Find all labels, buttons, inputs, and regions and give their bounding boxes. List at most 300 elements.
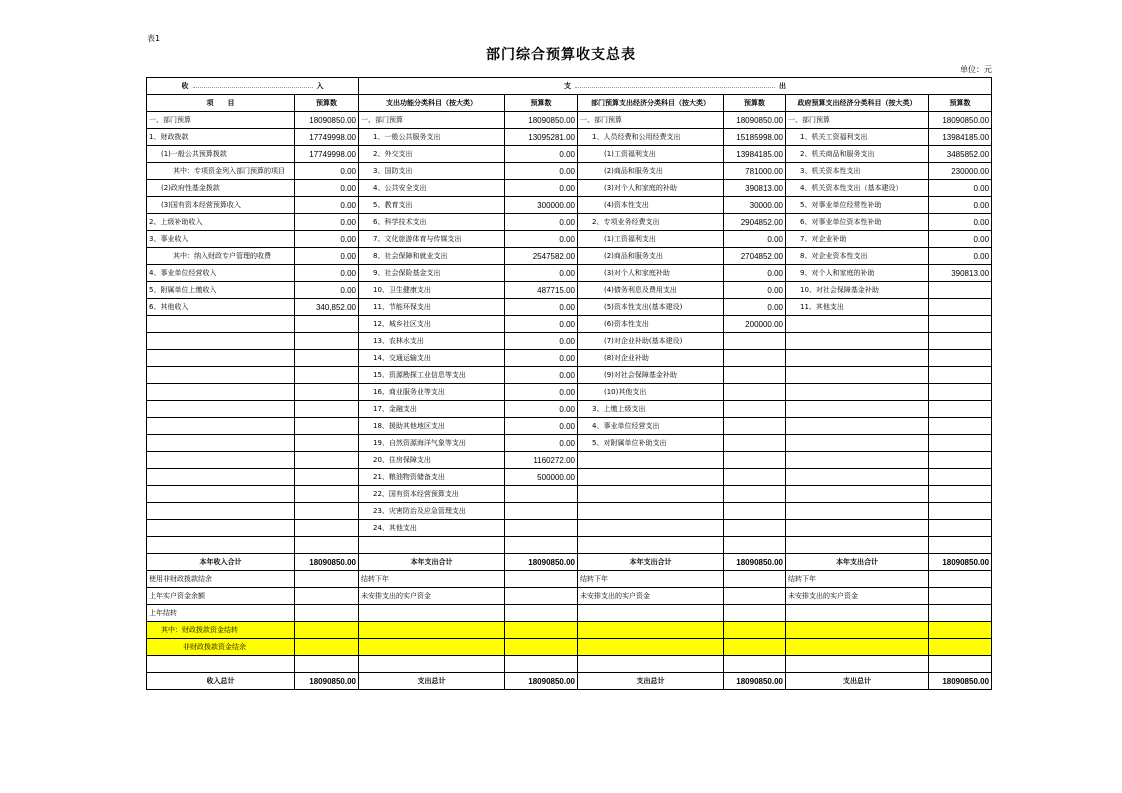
budget-amount-cell [929, 571, 992, 588]
budget-amount-cell: 0.00 [724, 282, 786, 299]
budget-amount-cell [724, 537, 786, 554]
item-name-cell: 一、部门预算 [786, 112, 929, 129]
item-name-cell: 18、援助其他地区支出 [359, 418, 505, 435]
item-name-cell [786, 384, 929, 401]
budget-amount-cell [295, 605, 359, 622]
table-row [147, 486, 992, 503]
item-name-cell [147, 537, 295, 554]
item-name-cell [359, 656, 505, 673]
table-row [147, 639, 992, 656]
item-name-cell: 使用非财政拨款结余 [147, 571, 295, 588]
section-header-row [147, 78, 992, 95]
item-name-cell [578, 537, 724, 554]
item-name-cell [578, 622, 724, 639]
item-name-cell: 16、商业服务业等支出 [359, 384, 505, 401]
item-name-cell [578, 605, 724, 622]
item-name-cell: 7、文化旅游体育与传媒支出 [359, 231, 505, 248]
budget-amount-cell: 17749998.00 [295, 146, 359, 163]
budget-amount-cell: 18090850.00 [929, 554, 992, 571]
unit-label: 单位：元 [960, 65, 992, 74]
item-name-cell: 一、部门预算 [147, 112, 295, 129]
budget-amount-cell [724, 384, 786, 401]
item-name-cell: 4、事业单位经营支出 [578, 418, 724, 435]
item-name-cell [147, 350, 295, 367]
budget-amount-cell: 0.00 [505, 418, 578, 435]
budget-summary-table [146, 77, 992, 690]
budget-amount-cell [505, 503, 578, 520]
budget-amount-cell [724, 605, 786, 622]
item-name-cell: 23、灾害防治及应急管理支出 [359, 503, 505, 520]
item-name-cell [786, 622, 929, 639]
item-name-cell: 8、对企业资本性支出 [786, 248, 929, 265]
budget-amount-cell [295, 333, 359, 350]
table-row [147, 622, 992, 639]
budget-amount-cell [929, 588, 992, 605]
item-name-cell: (4)债务利息及费用支出 [578, 282, 724, 299]
item-name-cell: 11、节能环保支出 [359, 299, 505, 316]
item-name-cell [359, 605, 505, 622]
budget-amount-cell: 0.00 [505, 299, 578, 316]
budget-amount-cell [929, 333, 992, 350]
item-name-cell [147, 520, 295, 537]
expense-label: 支 [564, 82, 572, 90]
budget-amount-cell [505, 571, 578, 588]
budget-amount-cell: 390813.00 [929, 265, 992, 282]
budget-amount-cell: 15185998.00 [724, 129, 786, 146]
table-row [147, 197, 992, 214]
budget-amount-cell: 390813.00 [724, 180, 786, 197]
col-budget-header: 预算数 [929, 95, 992, 112]
budget-amount-cell [929, 401, 992, 418]
budget-amount-cell [929, 469, 992, 486]
budget-amount-cell: 2904852.00 [724, 214, 786, 231]
item-name-cell [147, 418, 295, 435]
budget-amount-cell: 2547582.00 [505, 248, 578, 265]
item-name-cell: 结转下年 [359, 571, 505, 588]
table-row [147, 537, 992, 554]
table-row [147, 673, 992, 690]
item-name-cell: 2、机关商品和服务支出 [786, 146, 929, 163]
table-row [147, 656, 992, 673]
budget-amount-cell [295, 571, 359, 588]
item-name-cell: 未安排支出的实户资金 [359, 588, 505, 605]
item-name-cell: 14、交通运输支出 [359, 350, 505, 367]
item-name-cell: 结转下年 [578, 571, 724, 588]
budget-amount-cell: 0.00 [295, 231, 359, 248]
item-name-cell: 4、事业单位经营收入 [147, 265, 295, 282]
item-name-cell: 支出总计 [578, 673, 724, 690]
item-name-cell: 结转下年 [786, 571, 929, 588]
budget-amount-cell: 0.00 [505, 265, 578, 282]
item-name-cell: 2、上级补助收入 [147, 214, 295, 231]
budget-amount-cell: 230000.00 [929, 163, 992, 180]
budget-amount-cell: 2704852.00 [724, 248, 786, 265]
budget-amount-cell: 18090850.00 [929, 673, 992, 690]
budget-amount-cell: 0.00 [505, 367, 578, 384]
item-name-cell [578, 452, 724, 469]
budget-amount-cell: 18090850.00 [505, 554, 578, 571]
col-dept-econ-header: 部门预算支出经济分类科目（按大类） [578, 95, 724, 112]
item-name-cell: 11、其他支出 [786, 299, 929, 316]
budget-amount-cell: 781000.00 [724, 163, 786, 180]
item-name-cell: 6、对事业单位资本性补助 [786, 214, 929, 231]
budget-amount-cell [929, 486, 992, 503]
budget-amount-cell [724, 639, 786, 656]
budget-amount-cell [724, 350, 786, 367]
item-name-cell: 4、公共安全支出 [359, 180, 505, 197]
budget-amount-cell [929, 656, 992, 673]
item-name-cell [359, 622, 505, 639]
budget-amount-cell [505, 486, 578, 503]
item-name-cell: 5、对附属单位补助支出 [578, 435, 724, 452]
item-name-cell: 其中：财政拨款资金结转 [147, 622, 295, 639]
item-name-cell: 1、一般公共服务支出 [359, 129, 505, 146]
budget-amount-cell [929, 299, 992, 316]
budget-amount-cell [295, 486, 359, 503]
table-row [147, 588, 992, 605]
budget-amount-cell: 0.00 [295, 248, 359, 265]
budget-amount-cell: 0.00 [929, 248, 992, 265]
item-name-cell [147, 486, 295, 503]
item-name-cell: (9)对社会保障基金补助 [578, 367, 724, 384]
item-name-cell: 其中：专项资金列入部门预算的项目 [147, 163, 295, 180]
table-row [147, 299, 992, 316]
budget-amount-cell: 13095281.00 [505, 129, 578, 146]
item-name-cell [359, 537, 505, 554]
item-name-cell [147, 435, 295, 452]
item-name-cell: 22、国有资本经营预算支出 [359, 486, 505, 503]
budget-amount-cell: 0.00 [295, 282, 359, 299]
item-name-cell [578, 469, 724, 486]
table-row [147, 180, 992, 197]
item-name-cell [786, 656, 929, 673]
item-name-cell: 一、部门预算 [578, 112, 724, 129]
budget-amount-cell [929, 605, 992, 622]
item-name-cell: 5、附属单位上缴收入 [147, 282, 295, 299]
item-name-cell [147, 401, 295, 418]
item-name-cell [578, 656, 724, 673]
item-name-cell: (6)资本性支出 [578, 316, 724, 333]
item-name-cell: 17、金融支出 [359, 401, 505, 418]
item-name-cell: 本年支出合计 [578, 554, 724, 571]
budget-amount-cell [295, 656, 359, 673]
budget-amount-cell: 30000.00 [724, 197, 786, 214]
item-name-cell: 3、上缴上级支出 [578, 401, 724, 418]
item-name-cell [578, 520, 724, 537]
item-name-cell: (2)商品和服务支出 [578, 163, 724, 180]
income-section-header [147, 78, 359, 95]
budget-amount-cell: 1160272.00 [505, 452, 578, 469]
table-row [147, 282, 992, 299]
item-name-cell: 1、机关工资福利支出 [786, 129, 929, 146]
item-name-cell [786, 333, 929, 350]
item-name-cell: (4)资本性支出 [578, 197, 724, 214]
item-name-cell: 9、社会保险基金支出 [359, 265, 505, 282]
budget-amount-cell [929, 537, 992, 554]
budget-amount-cell [295, 503, 359, 520]
expense-tail-label: 出 [779, 82, 787, 90]
budget-amount-cell [929, 435, 992, 452]
item-name-cell [786, 537, 929, 554]
budget-amount-cell: 0.00 [505, 401, 578, 418]
budget-amount-cell [724, 571, 786, 588]
item-name-cell: 3、国防支出 [359, 163, 505, 180]
item-name-cell [147, 316, 295, 333]
item-name-cell: (3)对个人和家庭补助 [578, 265, 724, 282]
item-name-cell: 8、社会保障和就业支出 [359, 248, 505, 265]
item-name-cell [786, 639, 929, 656]
column-header-row [147, 95, 992, 112]
budget-amount-cell: 3485852.00 [929, 146, 992, 163]
table-row [147, 401, 992, 418]
table-row [147, 333, 992, 350]
budget-amount-cell: 0.00 [505, 163, 578, 180]
budget-amount-cell [295, 622, 359, 639]
item-name-cell: 本年收入合计 [147, 554, 295, 571]
budget-amount-cell: 487715.00 [505, 282, 578, 299]
item-name-cell: (2)商品和服务支出 [578, 248, 724, 265]
item-name-cell: (5)资本性支出(基本建设) [578, 299, 724, 316]
table-row [147, 435, 992, 452]
budget-amount-cell: 0.00 [929, 197, 992, 214]
budget-amount-cell [295, 537, 359, 554]
item-name-cell: 2、专项业务经费支出 [578, 214, 724, 231]
budget-amount-cell [724, 333, 786, 350]
budget-amount-cell: 18090850.00 [724, 673, 786, 690]
col-budget-header: 预算数 [295, 95, 359, 112]
budget-amount-cell: 18090850.00 [929, 112, 992, 129]
budget-amount-cell [929, 316, 992, 333]
item-name-cell [786, 418, 929, 435]
item-name-cell: 支出总计 [359, 673, 505, 690]
item-name-cell: 3、事业收入 [147, 231, 295, 248]
item-name-cell: (2)政府性基金拨款 [147, 180, 295, 197]
item-name-cell [147, 367, 295, 384]
budget-amount-cell [929, 418, 992, 435]
table-row [147, 605, 992, 622]
item-name-cell [786, 350, 929, 367]
budget-amount-cell: 18090850.00 [505, 673, 578, 690]
item-name-cell: 7、对企业补助 [786, 231, 929, 248]
budget-amount-cell: 0.00 [724, 265, 786, 282]
budget-amount-cell [295, 316, 359, 333]
budget-amount-cell: 0.00 [929, 180, 992, 197]
item-name-cell: 5、教育支出 [359, 197, 505, 214]
table-row [147, 129, 992, 146]
item-name-cell: 9、对个人和家庭的补助 [786, 265, 929, 282]
item-name-cell: 1、人员经费和公用经费支出 [578, 129, 724, 146]
budget-amount-cell [724, 588, 786, 605]
item-name-cell: 6、其他收入 [147, 299, 295, 316]
table-row [147, 452, 992, 469]
budget-amount-cell: 300000.00 [505, 197, 578, 214]
table-row [147, 367, 992, 384]
table-row [147, 231, 992, 248]
item-name-cell: (1)一般公共预算拨款 [147, 146, 295, 163]
budget-amount-cell [929, 622, 992, 639]
budget-amount-cell: 0.00 [295, 180, 359, 197]
budget-amount-cell: 0.00 [295, 197, 359, 214]
item-name-cell: 12、城乡社区支出 [359, 316, 505, 333]
col-gov-econ-header: 政府预算支出经济分类科目（按大类） [786, 95, 929, 112]
item-name-cell: 其中：纳入财政专户管理的收费 [147, 248, 295, 265]
budget-amount-cell [724, 367, 786, 384]
item-name-cell: 6、科学技术支出 [359, 214, 505, 231]
item-name-cell [147, 469, 295, 486]
item-name-cell: (3)对个人和家庭的补助 [578, 180, 724, 197]
table-row [147, 520, 992, 537]
budget-amount-cell: 0.00 [505, 316, 578, 333]
item-name-cell: 一、部门预算 [359, 112, 505, 129]
budget-amount-cell: 13984185.00 [929, 129, 992, 146]
item-name-cell: 未安排支出的实户资金 [786, 588, 929, 605]
budget-amount-cell [929, 639, 992, 656]
table-row [147, 350, 992, 367]
col-func-header: 支出功能分类科目（按大类） [359, 95, 505, 112]
table-row [147, 316, 992, 333]
item-name-cell [786, 316, 929, 333]
item-name-cell: 上年结转 [147, 605, 295, 622]
item-name-cell: 非财政拨款资金结余 [147, 639, 295, 656]
budget-amount-cell [929, 503, 992, 520]
income-tail-label: 入 [316, 82, 324, 90]
item-name-cell: 3、机关资本性支出 [786, 163, 929, 180]
col-item-header: 项 目 [147, 95, 295, 112]
item-name-cell: 5、对事业单位经常性补助 [786, 197, 929, 214]
item-name-cell [147, 333, 295, 350]
item-name-cell [786, 367, 929, 384]
budget-amount-cell: 0.00 [505, 435, 578, 452]
item-name-cell: 本年支出合计 [786, 554, 929, 571]
budget-amount-cell [295, 520, 359, 537]
budget-amount-cell [505, 622, 578, 639]
item-name-cell [786, 452, 929, 469]
budget-amount-cell [724, 656, 786, 673]
item-name-cell: 本年支出合计 [359, 554, 505, 571]
budget-amount-cell: 18090850.00 [295, 112, 359, 129]
item-name-cell: 2、外交支出 [359, 146, 505, 163]
budget-amount-cell [295, 639, 359, 656]
table-row [147, 214, 992, 231]
budget-amount-cell: 0.00 [724, 231, 786, 248]
budget-amount-cell: 0.00 [505, 214, 578, 231]
budget-amount-cell [295, 350, 359, 367]
table-row [147, 571, 992, 588]
budget-amount-cell [724, 486, 786, 503]
budget-amount-cell [295, 435, 359, 452]
item-name-cell: 24、其他支出 [359, 520, 505, 537]
item-name-cell [786, 503, 929, 520]
item-name-cell: (10)其他支出 [578, 384, 724, 401]
item-name-cell [786, 486, 929, 503]
item-name-cell [786, 435, 929, 452]
item-name-cell [359, 639, 505, 656]
item-name-cell: 1、财政拨款 [147, 129, 295, 146]
budget-amount-cell [724, 418, 786, 435]
item-name-cell: 支出总计 [786, 673, 929, 690]
budget-amount-cell: 0.00 [505, 333, 578, 350]
item-name-cell: 未安排支出的实户资金 [578, 588, 724, 605]
item-name-cell: 15、资源勘探工业信息等支出 [359, 367, 505, 384]
budget-amount-cell [295, 367, 359, 384]
budget-amount-cell: 0.00 [295, 214, 359, 231]
budget-amount-cell [295, 418, 359, 435]
budget-amount-cell [724, 452, 786, 469]
budget-amount-cell: 0.00 [505, 180, 578, 197]
table-row [147, 418, 992, 435]
budget-amount-cell [505, 588, 578, 605]
item-name-cell: 19、自然资源海洋气象等支出 [359, 435, 505, 452]
table-row [147, 384, 992, 401]
expense-section-header [359, 78, 992, 95]
budget-amount-cell [505, 656, 578, 673]
budget-amount-cell: 340,852.00 [295, 299, 359, 316]
budget-amount-cell: 18090850.00 [724, 112, 786, 129]
budget-amount-cell [724, 435, 786, 452]
budget-amount-cell [724, 401, 786, 418]
item-name-cell [786, 401, 929, 418]
item-name-cell [147, 384, 295, 401]
budget-amount-cell: 13984185.00 [724, 146, 786, 163]
budget-amount-cell [724, 520, 786, 537]
budget-amount-cell: 0.00 [505, 146, 578, 163]
col-budget-header: 预算数 [724, 95, 786, 112]
table-number: 表1 [147, 34, 161, 43]
budget-amount-cell [929, 367, 992, 384]
item-name-cell: (1)工资福利支出 [578, 231, 724, 248]
item-name-cell: (3)国有资本经营预算收入 [147, 197, 295, 214]
item-name-cell: 21、粮油物资储备支出 [359, 469, 505, 486]
budget-amount-cell: 500000.00 [505, 469, 578, 486]
item-name-cell: (1)工资福利支出 [578, 146, 724, 163]
item-name-cell [147, 452, 295, 469]
item-name-cell: 4、机关资本性支出（基本建设） [786, 180, 929, 197]
budget-amount-cell [295, 469, 359, 486]
table-row [147, 146, 992, 163]
item-name-cell: 收入总计 [147, 673, 295, 690]
budget-amount-cell: 18090850.00 [295, 554, 359, 571]
budget-amount-cell: 0.00 [505, 231, 578, 248]
item-name-cell [786, 605, 929, 622]
table-row [147, 248, 992, 265]
item-name-cell [786, 520, 929, 537]
budget-amount-cell [505, 537, 578, 554]
budget-amount-cell: 0.00 [724, 299, 786, 316]
budget-amount-cell [295, 452, 359, 469]
budget-amount-cell [929, 282, 992, 299]
budget-amount-cell: 0.00 [929, 214, 992, 231]
budget-amount-cell: 0.00 [295, 265, 359, 282]
budget-amount-cell: 0.00 [505, 350, 578, 367]
item-name-cell [578, 486, 724, 503]
item-name-cell [578, 503, 724, 520]
item-name-cell: 上年实户资金余额 [147, 588, 295, 605]
budget-amount-cell [505, 605, 578, 622]
budget-amount-cell: 0.00 [929, 231, 992, 248]
budget-amount-cell: 0.00 [505, 384, 578, 401]
table-row [147, 503, 992, 520]
budget-amount-cell [929, 520, 992, 537]
budget-amount-cell [505, 520, 578, 537]
budget-amount-cell: 18090850.00 [505, 112, 578, 129]
budget-amount-cell: 17749998.00 [295, 129, 359, 146]
budget-amount-cell: 0.00 [295, 163, 359, 180]
table-row [147, 163, 992, 180]
budget-amount-cell [295, 384, 359, 401]
budget-amount-cell [929, 350, 992, 367]
item-name-cell: (7)对企业补助(基本建设) [578, 333, 724, 350]
budget-amount-cell [505, 639, 578, 656]
